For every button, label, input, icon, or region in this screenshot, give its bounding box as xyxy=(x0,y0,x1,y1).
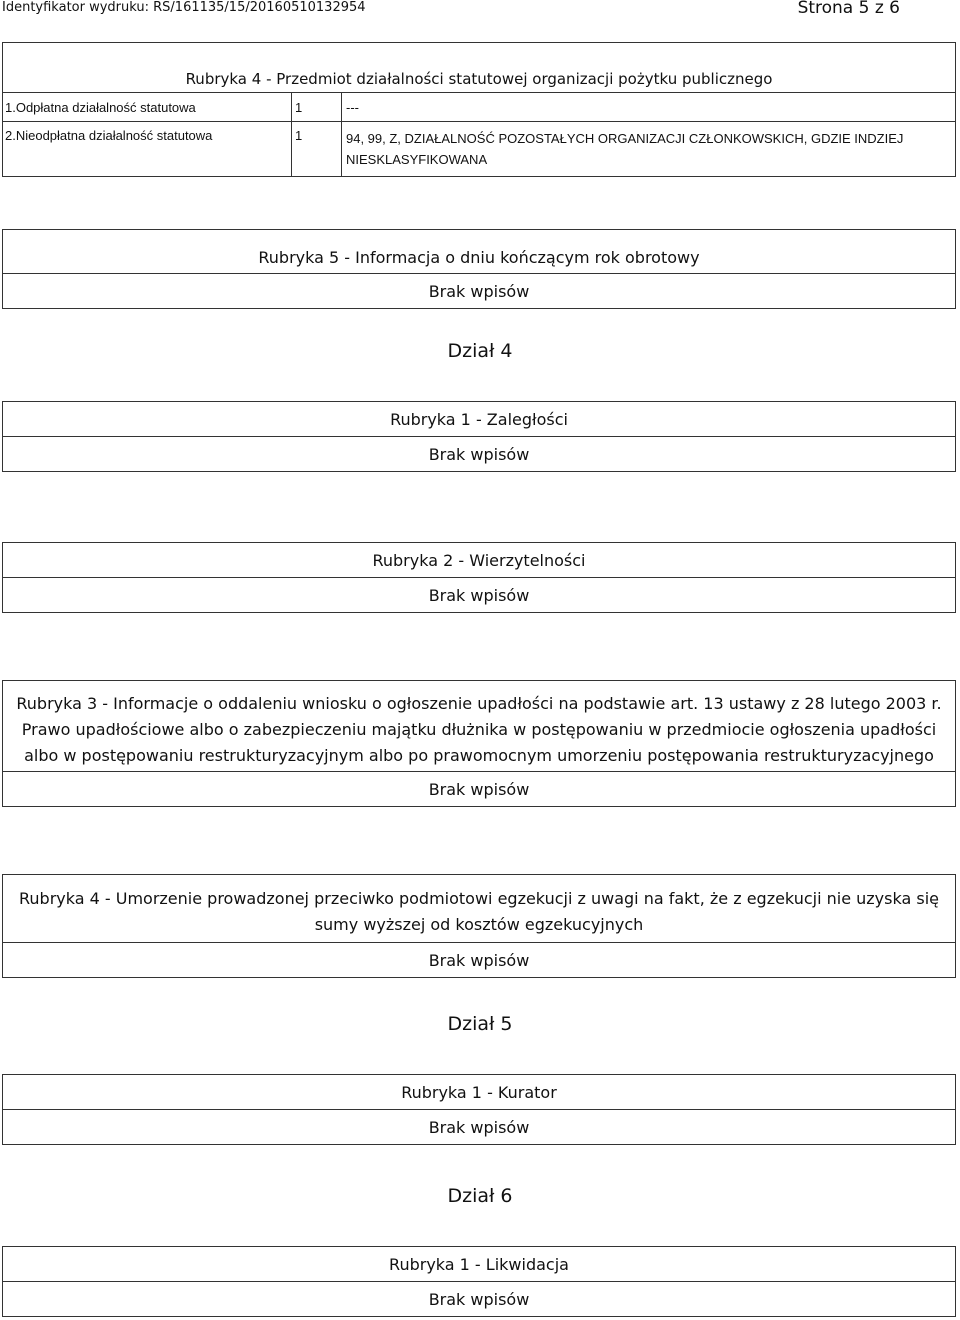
print-identifier: Identyfikator wydruku: RS/161135/15/20160510132954 xyxy=(2,0,366,15)
page-number: Strona 5 z 6 xyxy=(797,0,900,18)
d4-rubryka4-table xyxy=(2,874,956,978)
row1-label: 1.Odpłatna działalność statutowa xyxy=(3,93,292,122)
d4-rubryka1-title: Rubryka 1 - Zaległości xyxy=(3,402,956,437)
row1-num: 1 xyxy=(292,93,342,122)
d6-rubryka1-title: Rubryka 1 - Likwidacja xyxy=(3,1247,956,1282)
d4-rubryka1-table xyxy=(2,401,956,472)
d5-rubryka1-empty: Brak wpisów xyxy=(3,1110,956,1145)
row2-value: 94, 99, Z, DZIAŁALNOŚĆ POZOSTAŁYCH ORGANIZACJI CZŁONKOWSKICH, GDZIE INDZIEJ NIESKLASYFIKOWANA xyxy=(342,122,956,177)
d4-rubryka2-title: Rubryka 2 - Wierzytelności xyxy=(3,543,956,578)
rubryka5-title: Rubryka 5 - Informacja o dniu kończącym rok obrotowy xyxy=(3,230,956,274)
rubryka4-title: Rubryka 4 - Przedmiot działalności statutowej organizacji pożytku publicznego xyxy=(3,43,956,93)
d4-rubryka3-empty: Brak wpisów xyxy=(3,772,956,807)
d5-rubryka1-title: Rubryka 1 - Kurator xyxy=(3,1075,956,1110)
row1-value: --- xyxy=(342,93,956,122)
d4-rubryka4-title: Rubryka 4 - Umorzenie prowadzonej przeciwko podmiotowi egzekucji z uwagi na fakt, że z egzekucji nie uzyska się sumy wyższej od kosztów egzekucyjnych xyxy=(3,875,956,943)
d4-rubryka4-empty: Brak wpisów xyxy=(3,943,956,978)
row2-num: 1 xyxy=(292,122,342,177)
d4-rubryka1-empty: Brak wpisów xyxy=(3,437,956,472)
dzial4-heading: Dział 4 xyxy=(447,340,513,362)
dzial6-heading: Dział 6 xyxy=(447,1185,513,1207)
row2-label: 2.Nieodpłatna działalność statutowa xyxy=(3,122,292,177)
d6-rubryka1-empty: Brak wpisów xyxy=(3,1282,956,1317)
d4-rubryka2-table xyxy=(2,542,956,613)
d4-rubryka2-empty: Brak wpisów xyxy=(3,578,956,613)
d4-rubryka3-table xyxy=(2,680,956,807)
rubryka5-table xyxy=(2,229,956,309)
d4-rubryka3-title: Rubryka 3 - Informacje o oddaleniu wniosku o ogłoszenie upadłości na podstawie art. 13 ustawy z 28 lutego 2003 r. Prawo upadłościowe albo o zabezpieczeniu majątku dłużnika w postępowaniu w przedmiocie ogłoszenia upadłości albo w postępowaniu restrukturyzacyjnym albo po prawomocnym umorzeniu postępowania restrukturyzacyjnego xyxy=(3,681,956,772)
rubryka4-table xyxy=(2,42,956,177)
d5-rubryka1-table xyxy=(2,1074,956,1145)
d6-rubryka1-table xyxy=(2,1246,956,1317)
rubryka5-empty: Brak wpisów xyxy=(3,274,956,309)
dzial5-heading: Dział 5 xyxy=(447,1013,513,1035)
